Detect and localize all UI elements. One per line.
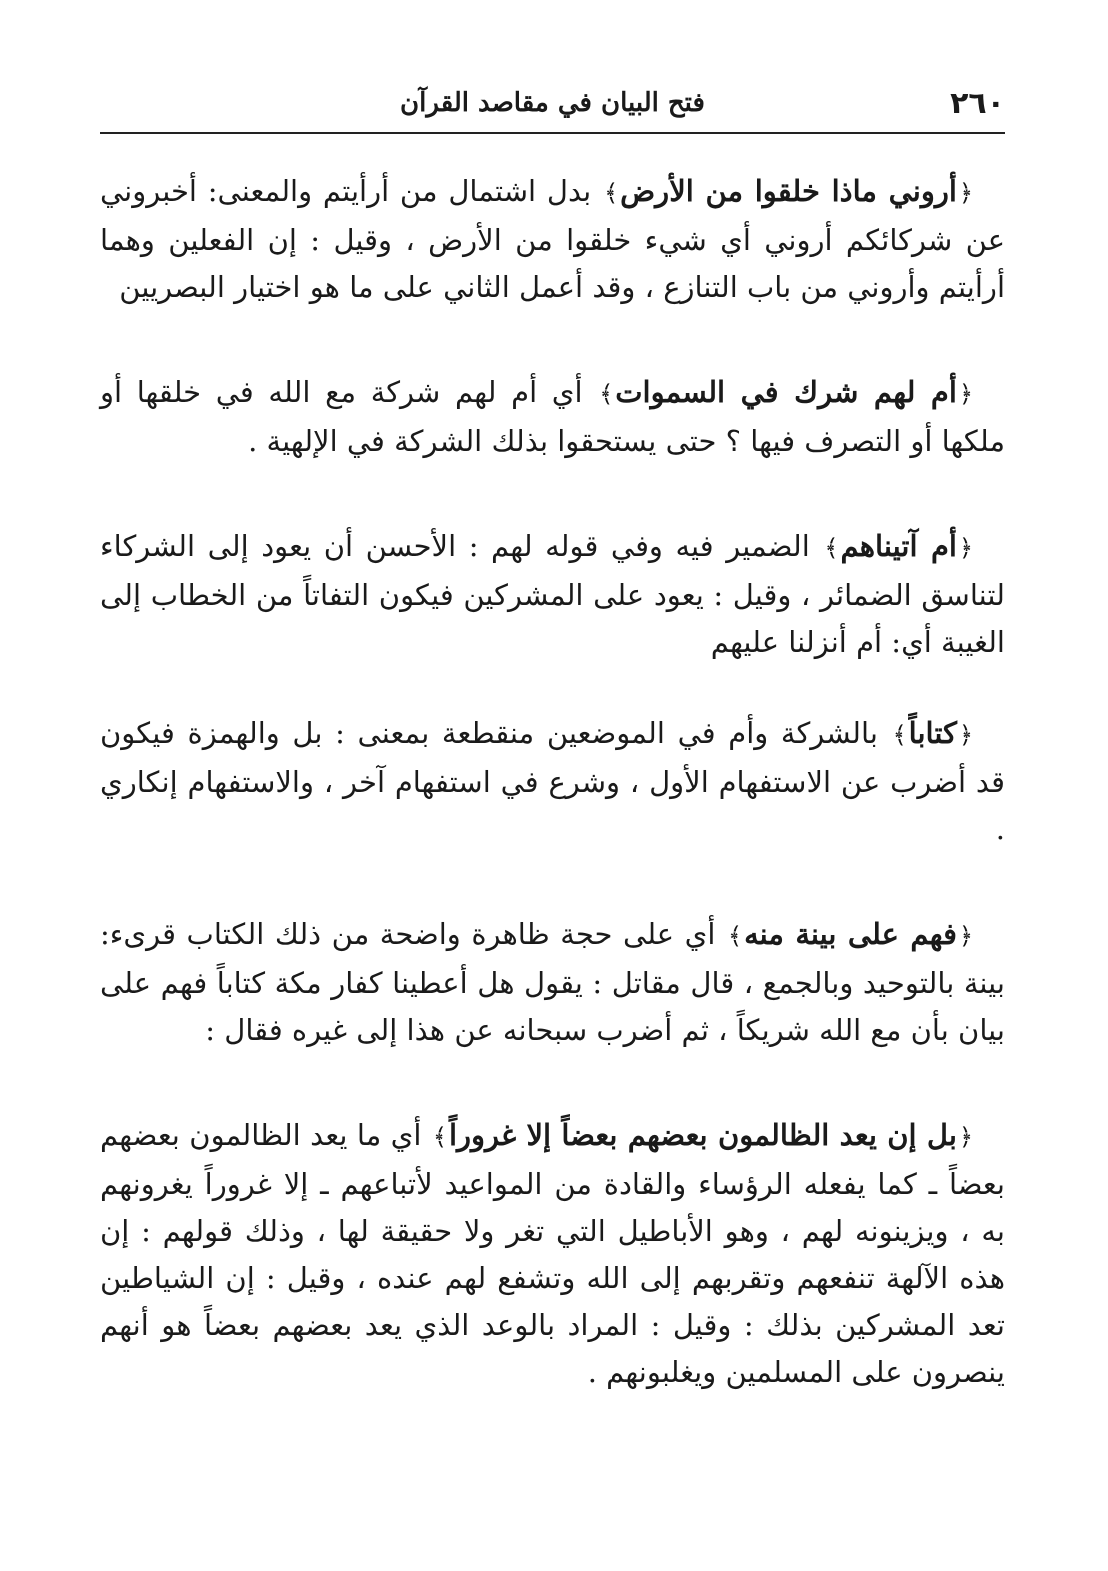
commentary-text: بالشركة وأم في الموضعين منقطعة بمعنى : بل والهمزة فيكون قد أضرب عن الاستفهام الأول ، وشرع في استفهام آخر ، والاستفهام إنكاري .	[100, 716, 1005, 846]
ornate-bracket-open-icon: ﴿	[958, 534, 974, 562]
commentary-text: أي أم لهم شركة مع الله في خلقها أو ملكها أو التصرف فيها ؟ حتى يستحقوا بذلك الشركة في الإلهية .	[100, 375, 1005, 458]
ornate-bracket-open-icon: ﴿	[958, 922, 973, 950]
ornate-bracket-open-icon: ﴿	[958, 179, 974, 207]
ornate-bracket-close-icon: ﴾	[432, 1123, 447, 1151]
ornate-bracket-close-icon: ﴾	[728, 922, 743, 950]
ornate-bracket-close-icon: ﴾	[604, 179, 619, 207]
paragraph-5	[100, 911, 1005, 1054]
quran-quote: أم لهم شرك في السموات	[615, 375, 957, 409]
paragraph-1	[100, 168, 1005, 311]
body-text	[100, 168, 1005, 1440]
quran-quote: أروني ماذا خلقوا من الأرض	[620, 174, 957, 208]
paragraph-2	[100, 369, 1005, 465]
ornate-bracket-close-icon: ﴾	[599, 380, 614, 408]
ornate-bracket-close-icon: ﴾	[824, 534, 839, 562]
running-title: فتح البيان في مقاصد القرآن	[400, 88, 705, 118]
commentary-text: بدل اشتمال من أرأيتم والمعنى: أخبروني عن شركائكم أروني أي شيء خلقوا من الأرض ، وقيل : إن الفعلين وهما أرأيتم وأروني من باب التنازع ، وقد أعمل الثاني على ما هو اختيار البصريين	[100, 174, 1005, 304]
quran-quote: فهم على بينة منه	[744, 917, 957, 951]
paragraph-6	[100, 1112, 1005, 1396]
commentary-text: الضمير فيه وفي قوله لهم : الأحسن أن يعود إلى الشركاء لتناسق الضمائر ، وقيل : يعود على المشركين فيكون التفاتاً من الخطاب إلى الغيبة أي: أم أنزلنا عليهم	[100, 529, 1005, 659]
ornate-bracket-open-icon: ﴿	[958, 1123, 974, 1151]
commentary-text: أي على حجة ظاهرة واضحة من ذلك الكتاب قرىء: بينة بالتوحيد وبالجمع ، قال مقاتل : يقول هل أعطينا كفار مكة كتاباً فهم على بيان بأن مع الله شريكاً ، ثم أضرب سبحانه عن هذا إلى غيره فقال :	[100, 917, 1005, 1047]
paragraph-3	[100, 523, 1005, 666]
quran-quote: بل إن يعد الظالمون بعضهم بعضاً إلا غروراً	[448, 1118, 957, 1152]
page-header	[100, 80, 1005, 134]
ornate-bracket-open-icon: ﴿	[958, 380, 973, 408]
quran-quote: أم آتيناهم	[840, 529, 957, 563]
paragraph-4	[100, 710, 1005, 853]
quran-quote: كتاباً	[908, 716, 957, 750]
ornate-bracket-open-icon: ﴿	[958, 721, 973, 749]
commentary-text: أي ما يعد الظالمون بعضهم بعضاً ـ كما يفعله الرؤساء والقادة من المواعيد لأتباعهم ـ إلا غروراً يغرونهم به ، ويزينونه لهم ، وهو الأباطيل التي تغر ولا حقيقة لها ، وذلك قولهم : إن هذه الآلهة تنفعهم وتقربهم إلى الله وتشفع لهم عنده ، وقيل : إن الشياطين تعد المشركين بذلك : وقيل : المراد بالوعد الذي يعد بعضهم بعضاً هو أنهم ينصرون على المسلمين ويغلبونهم .	[100, 1118, 1005, 1389]
page-number: ٢٦٠	[950, 86, 1005, 121]
ornate-bracket-close-icon: ﴾	[892, 721, 907, 749]
